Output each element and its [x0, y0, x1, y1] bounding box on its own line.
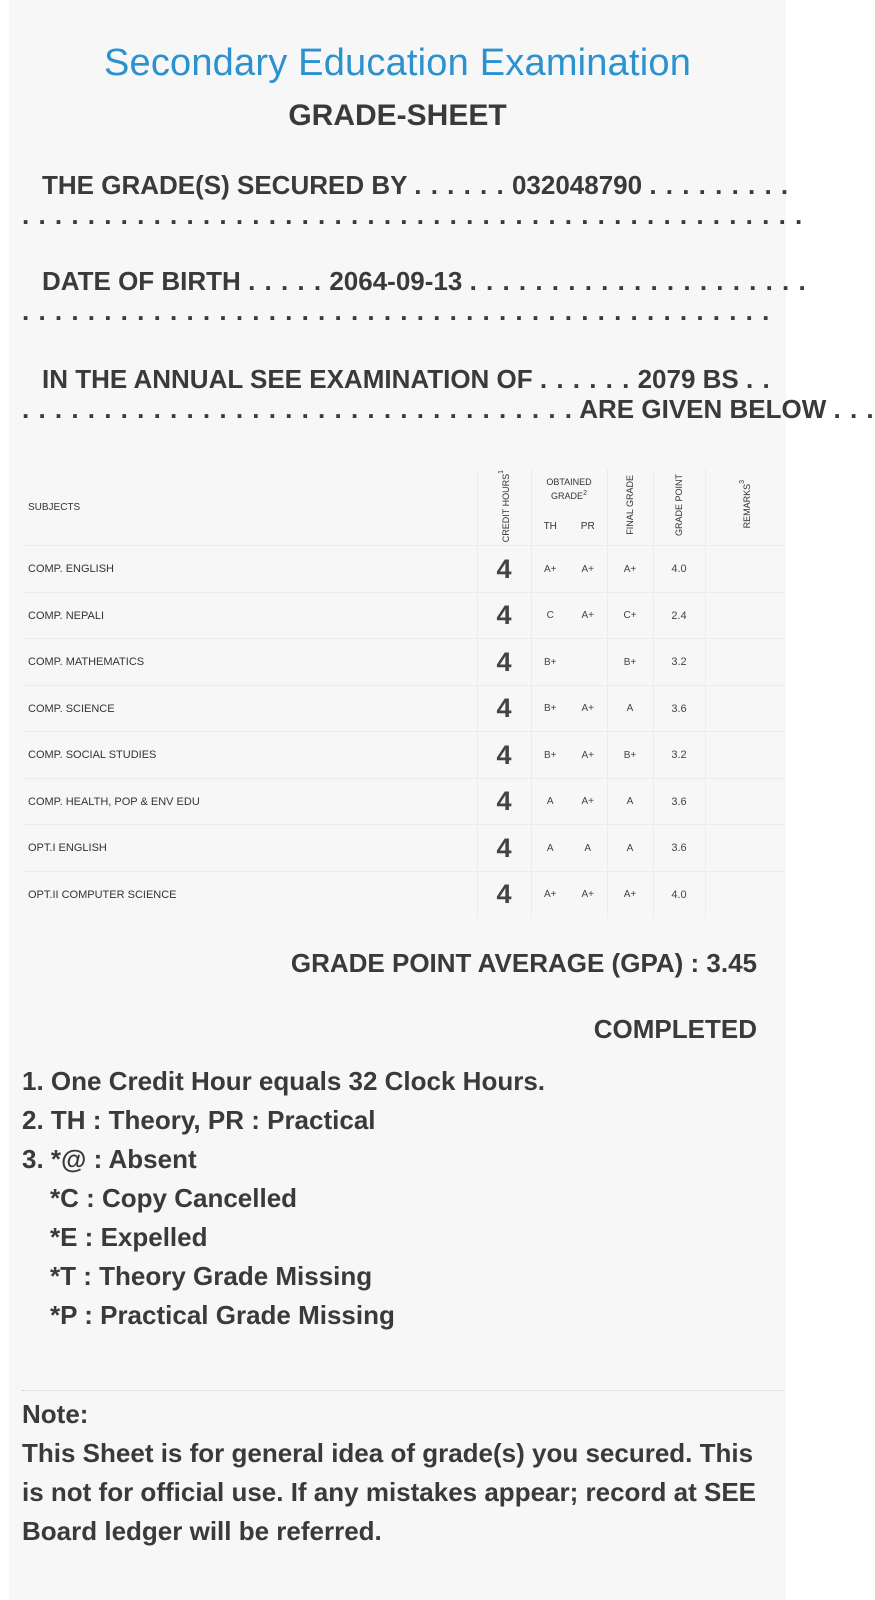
remarks-cell — [705, 639, 784, 686]
remarks-cell — [705, 871, 784, 918]
th-grade-cell: B+ — [531, 732, 569, 779]
final-grade-cell: C+ — [607, 592, 653, 639]
subject-cell: COMP. MATHEMATICS — [22, 639, 477, 686]
grade-point-cell: 3.6 — [653, 778, 705, 825]
subject-cell: COMP. ENGLISH — [22, 546, 477, 593]
remarks-cell — [705, 732, 784, 779]
legend-item: 2. TH : Theory, PR : Practical — [22, 1105, 376, 1135]
divider — [22, 1390, 784, 1391]
symbol-number: 032048790 — [511, 170, 643, 200]
grades-table — [22, 469, 784, 918]
header-pr: PR — [580, 521, 595, 533]
legend-item: *P : Practical Grade Missing — [50, 1300, 395, 1330]
result-status: COMPLETED — [593, 1014, 757, 1044]
grade-sheet-page — [9, 0, 875, 1600]
subject-cell: COMP. HEALTH, POP & ENV EDU — [22, 778, 477, 825]
dob-line: DATE OF BIRTH . . . . . 2064-09-13 . . . . . . . . . . . . . . . . . . . . . . . . . . . . . . . . . . . . . . . . . . . . . . . . . . . . . . . . . . . . . . . . . . . — [22, 266, 807, 326]
exam-line: IN THE ANNUAL SEE EXAMINATION OF . . . . . . 2079 BS . . . . . . . . . . . . . . . . . . . . . . . . . . . . . . . . . . . . ARE GIVEN BELOW . . . — [22, 364, 875, 424]
pr-grade-cell: A+ — [569, 546, 607, 593]
table-row — [22, 592, 784, 639]
gpa-summary: GRADE POINT AVERAGE (GPA) : 3.45 — [290, 948, 757, 978]
subject-cell: OPT.I ENGLISH — [22, 825, 477, 872]
header-subjects: SUBJECTS — [28, 501, 81, 513]
pr-grade-cell: A — [569, 825, 607, 872]
pr-grade-cell — [569, 639, 607, 686]
remarks-cell — [705, 546, 784, 593]
table-row — [22, 639, 784, 686]
table-row — [22, 778, 784, 825]
th-grade-cell: A+ — [531, 546, 569, 593]
pr-grade-cell: A+ — [569, 732, 607, 779]
th-grade-cell: B+ — [531, 685, 569, 732]
credit-hours-cell: 4 — [477, 685, 531, 732]
remarks-cell — [705, 592, 784, 639]
final-grade-cell: A — [607, 825, 653, 872]
th-grade-cell: B+ — [531, 639, 569, 686]
pr-grade-cell: A+ — [569, 592, 607, 639]
grade-point-cell: 4.0 — [653, 871, 705, 918]
subject-cell: COMP. NEPALI — [22, 592, 477, 639]
th-grade-cell: A+ — [531, 871, 569, 918]
credit-hours-cell: 4 — [477, 778, 531, 825]
table-row — [22, 871, 784, 918]
th-grade-cell: A — [531, 778, 569, 825]
pr-grade-cell: A+ — [569, 871, 607, 918]
grade-point-cell: 3.2 — [653, 732, 705, 779]
remarks-cell — [705, 825, 784, 872]
dob-label: DATE OF BIRTH — [42, 266, 241, 296]
grade-point-cell: 3.2 — [653, 639, 705, 686]
legend-item: 1. One Credit Hour equals 32 Clock Hours. — [22, 1066, 546, 1096]
table-row — [22, 685, 784, 732]
header-credit-hours: CREDIT HOURS$^1$ — [477, 469, 531, 546]
legend-list — [22, 1062, 545, 1335]
final-grade-cell: A+ — [607, 871, 653, 918]
pr-grade-cell: A+ — [569, 685, 607, 732]
subject-cell: OPT.II COMPUTER SCIENCE — [22, 871, 477, 918]
note-label: Note: — [22, 1399, 89, 1429]
table-row — [22, 825, 784, 872]
credit-hours-cell: 4 — [477, 546, 531, 593]
subject-cell: COMP. SOCIAL STUDIES — [22, 732, 477, 779]
grade-point-cell: 2.4 — [653, 592, 705, 639]
page-title: Secondary Education Examination — [103, 42, 692, 84]
note-section — [22, 1395, 772, 1551]
note-text: This Sheet is for general idea of grade(s) you secured. This is not for official use. If any mistakes appear; record at SEE Board ledger will be referred. — [22, 1438, 757, 1546]
legend-item: 3. *@ : Absent — [22, 1144, 197, 1174]
legend-item: *T : Theory Grade Missing — [50, 1261, 373, 1291]
th-grade-cell: A — [531, 825, 569, 872]
credit-hours-cell: 4 — [477, 639, 531, 686]
credit-hours-cell: 4 — [477, 592, 531, 639]
pr-grade-cell: A+ — [569, 778, 607, 825]
th-grade-cell: C — [531, 592, 569, 639]
legend-item: *C : Copy Cancelled — [50, 1183, 298, 1213]
grade-point-cell: 3.6 — [653, 685, 705, 732]
final-grade-cell: B+ — [607, 732, 653, 779]
page-subtitle: GRADE-SHEET — [288, 99, 507, 132]
exam-year: 2079 BS — [637, 364, 739, 394]
credit-hours-cell: 4 — [477, 871, 531, 918]
given-below-label: ARE GIVEN BELOW — [579, 394, 827, 424]
final-grade-cell: A — [607, 778, 653, 825]
credit-hours-cell: 4 — [477, 732, 531, 779]
final-grade-cell: B+ — [607, 639, 653, 686]
final-grade-cell: A+ — [607, 546, 653, 593]
table-header-row — [22, 469, 784, 509]
remarks-cell — [705, 685, 784, 732]
credit-hours-cell: 4 — [477, 825, 531, 872]
remarks-cell — [705, 778, 784, 825]
header-grade-point: GRADE POINT — [653, 469, 705, 546]
secured-by-label: THE GRADE(S) SECURED BY — [42, 170, 408, 200]
secured-by-line: THE GRADE(S) SECURED BY . . . . . . 032048790 . . . . . . . . . . . . . . . . . . . . . . . . . . . . . . . . . . . . . . . . . . . . . . . . . . . . . . . . . — [22, 170, 804, 230]
table-row — [22, 546, 784, 593]
header-th: TH — [543, 521, 557, 533]
subject-cell: COMP. SCIENCE — [22, 685, 477, 732]
grade-point-cell: 3.6 — [653, 825, 705, 872]
exam-label: IN THE ANNUAL SEE EXAMINATION OF — [42, 364, 533, 394]
legend-item: *E : Expelled — [50, 1222, 208, 1252]
header-obtained-grade: OBTAINED GRADE$^2$ — [546, 476, 592, 501]
grade-point-cell: 4.0 — [653, 546, 705, 593]
dob-value: 2064-09-13 — [329, 266, 463, 296]
header-remarks: REMARKS$^3$ — [705, 469, 784, 546]
header-final-grade: FINAL GRADE — [607, 469, 653, 546]
table-row — [22, 732, 784, 779]
final-grade-cell: A — [607, 685, 653, 732]
